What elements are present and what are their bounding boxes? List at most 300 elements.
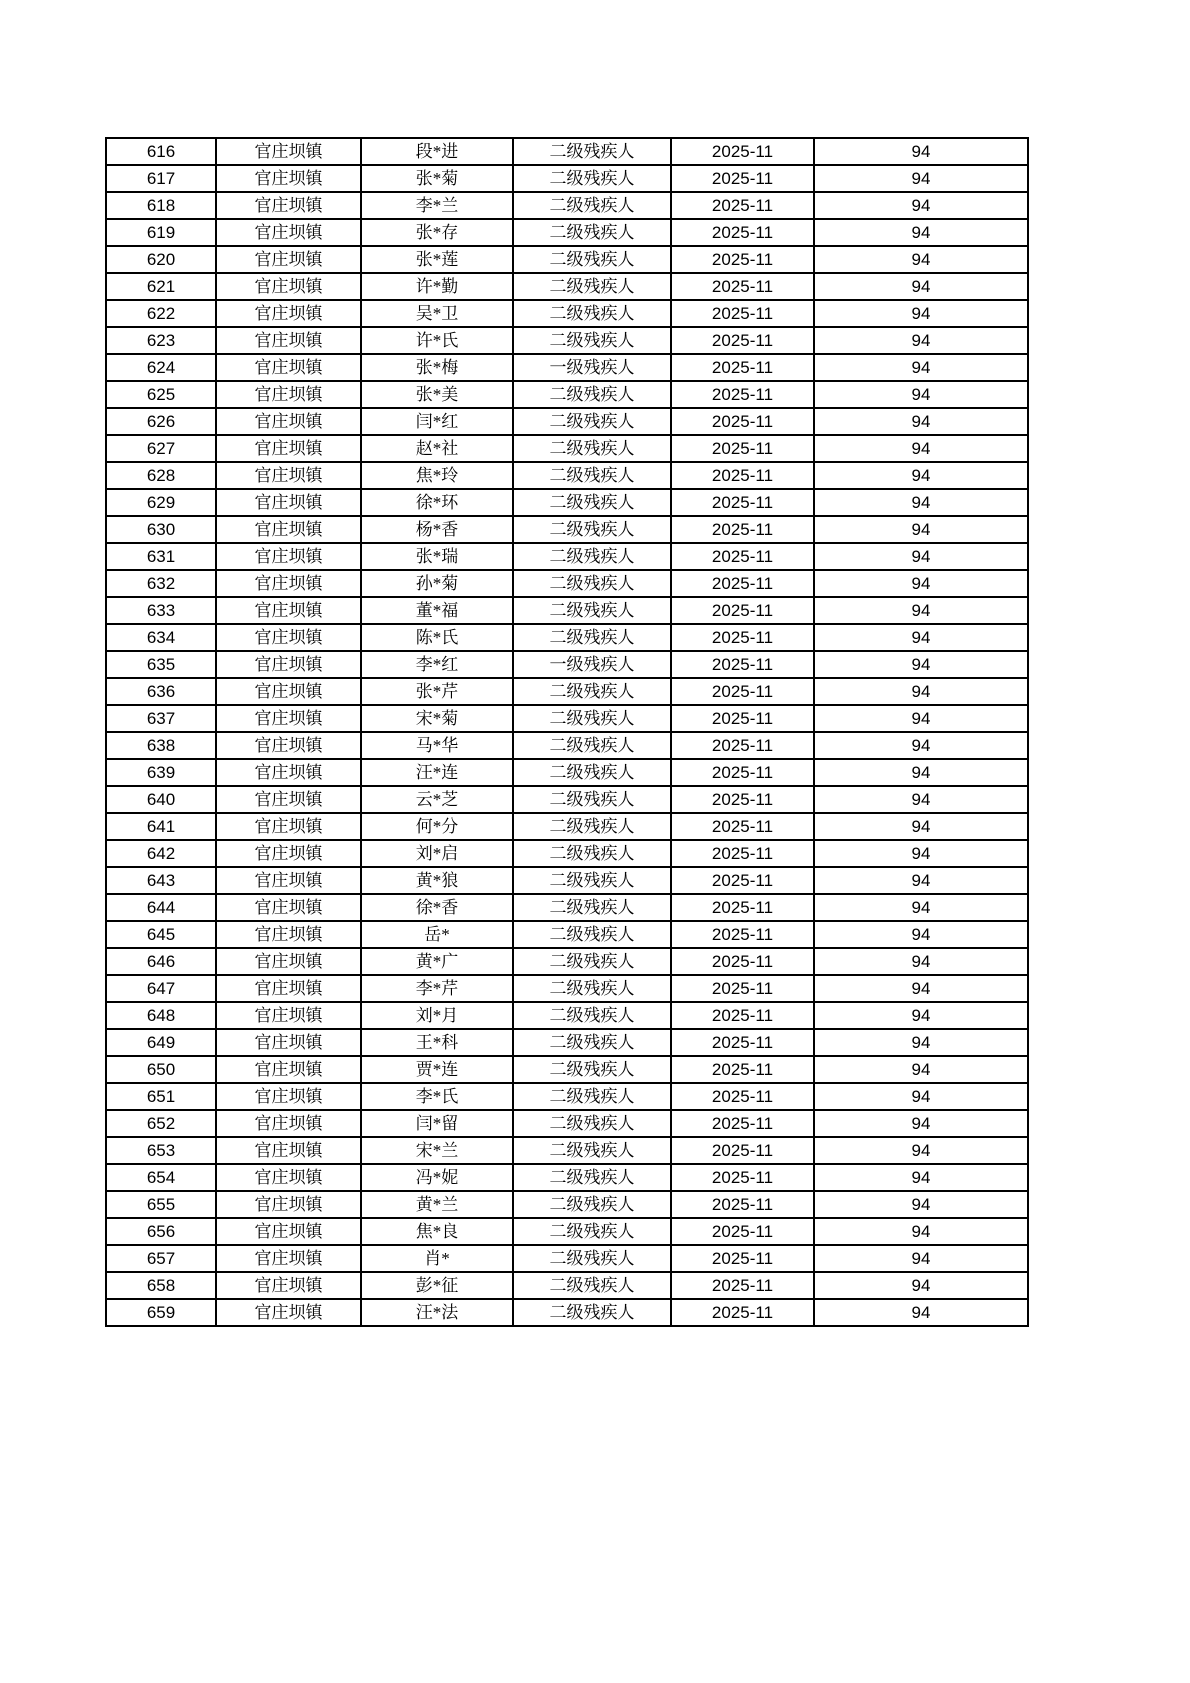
category-cell: 二级残疾人 — [513, 678, 671, 705]
category-cell: 二级残疾人 — [513, 138, 671, 165]
month-cell: 2025-11 — [671, 543, 814, 570]
month-cell: 2025-11 — [671, 273, 814, 300]
category-cell: 二级残疾人 — [513, 624, 671, 651]
table-row — [106, 597, 1028, 624]
seq-cell: 641 — [106, 813, 216, 840]
month-cell: 2025-11 — [671, 867, 814, 894]
town-cell: 官庄坝镇 — [216, 246, 361, 273]
seq-cell: 628 — [106, 462, 216, 489]
town-cell: 官庄坝镇 — [216, 840, 361, 867]
month-cell: 2025-11 — [671, 219, 814, 246]
category-cell: 二级残疾人 — [513, 516, 671, 543]
amount-cell: 94 — [814, 759, 1028, 786]
seq-cell: 623 — [106, 327, 216, 354]
table-row — [106, 921, 1028, 948]
amount-cell: 94 — [814, 489, 1028, 516]
category-cell: 二级残疾人 — [513, 327, 671, 354]
category-cell: 二级残疾人 — [513, 1191, 671, 1218]
town-cell: 官庄坝镇 — [216, 651, 361, 678]
table-row — [106, 165, 1028, 192]
seq-cell: 631 — [106, 543, 216, 570]
month-cell: 2025-11 — [671, 840, 814, 867]
table-row — [106, 408, 1028, 435]
category-cell: 二级残疾人 — [513, 1218, 671, 1245]
name-cell: 张*美 — [361, 381, 513, 408]
table-row — [106, 516, 1028, 543]
town-cell: 官庄坝镇 — [216, 516, 361, 543]
town-cell: 官庄坝镇 — [216, 1083, 361, 1110]
name-cell: 黄*广 — [361, 948, 513, 975]
name-cell: 李*氏 — [361, 1083, 513, 1110]
amount-cell: 94 — [814, 1299, 1028, 1326]
name-cell: 宋*菊 — [361, 705, 513, 732]
seq-cell: 647 — [106, 975, 216, 1002]
month-cell: 2025-11 — [671, 705, 814, 732]
name-cell: 云*芝 — [361, 786, 513, 813]
month-cell: 2025-11 — [671, 381, 814, 408]
name-cell: 李*红 — [361, 651, 513, 678]
category-cell: 二级残疾人 — [513, 1110, 671, 1137]
amount-cell: 94 — [814, 732, 1028, 759]
seq-cell: 626 — [106, 408, 216, 435]
amount-cell: 94 — [814, 948, 1028, 975]
name-cell: 贾*连 — [361, 1056, 513, 1083]
town-cell: 官庄坝镇 — [216, 327, 361, 354]
category-cell: 二级残疾人 — [513, 1002, 671, 1029]
table-row — [106, 138, 1028, 165]
name-cell: 何*分 — [361, 813, 513, 840]
town-cell: 官庄坝镇 — [216, 1245, 361, 1272]
table-row — [106, 813, 1028, 840]
month-cell: 2025-11 — [671, 1299, 814, 1326]
seq-cell: 630 — [106, 516, 216, 543]
month-cell: 2025-11 — [671, 1218, 814, 1245]
table-row — [106, 381, 1028, 408]
month-cell: 2025-11 — [671, 435, 814, 462]
amount-cell: 94 — [814, 462, 1028, 489]
seq-cell: 632 — [106, 570, 216, 597]
table-row — [106, 651, 1028, 678]
town-cell: 官庄坝镇 — [216, 786, 361, 813]
name-cell: 徐*环 — [361, 489, 513, 516]
seq-cell: 616 — [106, 138, 216, 165]
seq-cell: 650 — [106, 1056, 216, 1083]
category-cell: 二级残疾人 — [513, 867, 671, 894]
name-cell: 汪*连 — [361, 759, 513, 786]
month-cell: 2025-11 — [671, 300, 814, 327]
name-cell: 张*瑞 — [361, 543, 513, 570]
category-cell: 二级残疾人 — [513, 1299, 671, 1326]
category-cell: 二级残疾人 — [513, 1164, 671, 1191]
town-cell: 官庄坝镇 — [216, 1272, 361, 1299]
name-cell: 肖* — [361, 1245, 513, 1272]
seq-cell: 656 — [106, 1218, 216, 1245]
seq-cell: 653 — [106, 1137, 216, 1164]
category-cell: 二级残疾人 — [513, 1272, 671, 1299]
amount-cell: 94 — [814, 1137, 1028, 1164]
month-cell: 2025-11 — [671, 786, 814, 813]
town-cell: 官庄坝镇 — [216, 1056, 361, 1083]
amount-cell: 94 — [814, 138, 1028, 165]
town-cell: 官庄坝镇 — [216, 1137, 361, 1164]
category-cell: 二级残疾人 — [513, 1083, 671, 1110]
town-cell: 官庄坝镇 — [216, 1029, 361, 1056]
month-cell: 2025-11 — [671, 624, 814, 651]
name-cell: 张*芹 — [361, 678, 513, 705]
seq-cell: 659 — [106, 1299, 216, 1326]
month-cell: 2025-11 — [671, 165, 814, 192]
amount-cell: 94 — [814, 867, 1028, 894]
amount-cell: 94 — [814, 1218, 1028, 1245]
table-row — [106, 462, 1028, 489]
month-cell: 2025-11 — [671, 1164, 814, 1191]
amount-cell: 94 — [814, 570, 1028, 597]
name-cell: 董*福 — [361, 597, 513, 624]
category-cell: 二级残疾人 — [513, 1137, 671, 1164]
category-cell: 二级残疾人 — [513, 273, 671, 300]
month-cell: 2025-11 — [671, 894, 814, 921]
month-cell: 2025-11 — [671, 354, 814, 381]
month-cell: 2025-11 — [671, 516, 814, 543]
amount-cell: 94 — [814, 651, 1028, 678]
amount-cell: 94 — [814, 381, 1028, 408]
category-cell: 一级残疾人 — [513, 651, 671, 678]
amount-cell: 94 — [814, 516, 1028, 543]
seq-cell: 633 — [106, 597, 216, 624]
table-row — [106, 327, 1028, 354]
name-cell: 汪*法 — [361, 1299, 513, 1326]
table-row — [106, 624, 1028, 651]
amount-cell: 94 — [814, 1083, 1028, 1110]
benefit-table — [105, 137, 1029, 1327]
amount-cell: 94 — [814, 813, 1028, 840]
seq-cell: 651 — [106, 1083, 216, 1110]
category-cell: 二级残疾人 — [513, 1029, 671, 1056]
town-cell: 官庄坝镇 — [216, 1110, 361, 1137]
name-cell: 刘*月 — [361, 1002, 513, 1029]
month-cell: 2025-11 — [671, 813, 814, 840]
category-cell: 二级残疾人 — [513, 786, 671, 813]
month-cell: 2025-11 — [671, 1002, 814, 1029]
amount-cell: 94 — [814, 300, 1028, 327]
town-cell: 官庄坝镇 — [216, 894, 361, 921]
amount-cell: 94 — [814, 1110, 1028, 1137]
month-cell: 2025-11 — [671, 1191, 814, 1218]
table-row — [106, 1083, 1028, 1110]
table-row — [106, 1164, 1028, 1191]
amount-cell: 94 — [814, 921, 1028, 948]
table-row — [106, 840, 1028, 867]
amount-cell: 94 — [814, 597, 1028, 624]
table-row — [106, 1029, 1028, 1056]
category-cell: 二级残疾人 — [513, 435, 671, 462]
category-cell: 二级残疾人 — [513, 300, 671, 327]
town-cell: 官庄坝镇 — [216, 165, 361, 192]
month-cell: 2025-11 — [671, 975, 814, 1002]
name-cell: 闫*留 — [361, 1110, 513, 1137]
table-row — [106, 192, 1028, 219]
name-cell: 焦*玲 — [361, 462, 513, 489]
seq-cell: 643 — [106, 867, 216, 894]
town-cell: 官庄坝镇 — [216, 273, 361, 300]
name-cell: 黄*狼 — [361, 867, 513, 894]
table-row — [106, 543, 1028, 570]
category-cell: 二级残疾人 — [513, 192, 671, 219]
month-cell: 2025-11 — [671, 327, 814, 354]
town-cell: 官庄坝镇 — [216, 138, 361, 165]
name-cell: 吴*卫 — [361, 300, 513, 327]
month-cell: 2025-11 — [671, 732, 814, 759]
name-cell: 许*氏 — [361, 327, 513, 354]
table-row — [106, 300, 1028, 327]
seq-cell: 638 — [106, 732, 216, 759]
table-row — [106, 1137, 1028, 1164]
town-cell: 官庄坝镇 — [216, 624, 361, 651]
seq-cell: 640 — [106, 786, 216, 813]
month-cell: 2025-11 — [671, 570, 814, 597]
table-row — [106, 1272, 1028, 1299]
amount-cell: 94 — [814, 705, 1028, 732]
seq-cell: 655 — [106, 1191, 216, 1218]
amount-cell: 94 — [814, 165, 1028, 192]
amount-cell: 94 — [814, 1191, 1028, 1218]
category-cell: 二级残疾人 — [513, 489, 671, 516]
amount-cell: 94 — [814, 1272, 1028, 1299]
seq-cell: 629 — [106, 489, 216, 516]
name-cell: 张*梅 — [361, 354, 513, 381]
seq-cell: 627 — [106, 435, 216, 462]
seq-cell: 625 — [106, 381, 216, 408]
seq-cell: 636 — [106, 678, 216, 705]
amount-cell: 94 — [814, 192, 1028, 219]
seq-cell: 617 — [106, 165, 216, 192]
amount-cell: 94 — [814, 678, 1028, 705]
seq-cell: 652 — [106, 1110, 216, 1137]
category-cell: 二级残疾人 — [513, 921, 671, 948]
name-cell: 王*科 — [361, 1029, 513, 1056]
category-cell: 二级残疾人 — [513, 543, 671, 570]
month-cell: 2025-11 — [671, 678, 814, 705]
benefit-table-body — [106, 138, 1028, 1326]
amount-cell: 94 — [814, 1164, 1028, 1191]
amount-cell: 94 — [814, 786, 1028, 813]
name-cell: 李*兰 — [361, 192, 513, 219]
name-cell: 杨*香 — [361, 516, 513, 543]
month-cell: 2025-11 — [671, 489, 814, 516]
category-cell: 二级残疾人 — [513, 246, 671, 273]
town-cell: 官庄坝镇 — [216, 570, 361, 597]
month-cell: 2025-11 — [671, 192, 814, 219]
table-row — [106, 1110, 1028, 1137]
amount-cell: 94 — [814, 435, 1028, 462]
seq-cell: 639 — [106, 759, 216, 786]
amount-cell: 94 — [814, 354, 1028, 381]
amount-cell: 94 — [814, 246, 1028, 273]
table-row — [106, 354, 1028, 381]
town-cell: 官庄坝镇 — [216, 597, 361, 624]
table-row — [106, 975, 1028, 1002]
name-cell: 马*华 — [361, 732, 513, 759]
table-row — [106, 759, 1028, 786]
town-cell: 官庄坝镇 — [216, 408, 361, 435]
name-cell: 宋*兰 — [361, 1137, 513, 1164]
month-cell: 2025-11 — [671, 1083, 814, 1110]
amount-cell: 94 — [814, 975, 1028, 1002]
amount-cell: 94 — [814, 543, 1028, 570]
town-cell: 官庄坝镇 — [216, 975, 361, 1002]
town-cell: 官庄坝镇 — [216, 705, 361, 732]
seq-cell: 622 — [106, 300, 216, 327]
seq-cell: 637 — [106, 705, 216, 732]
amount-cell: 94 — [814, 1245, 1028, 1272]
name-cell: 张*莲 — [361, 246, 513, 273]
table-row — [106, 867, 1028, 894]
town-cell: 官庄坝镇 — [216, 435, 361, 462]
seq-cell: 646 — [106, 948, 216, 975]
table-row — [106, 1245, 1028, 1272]
table-row — [106, 435, 1028, 462]
category-cell: 二级残疾人 — [513, 759, 671, 786]
seq-cell: 620 — [106, 246, 216, 273]
seq-cell: 658 — [106, 1272, 216, 1299]
category-cell: 二级残疾人 — [513, 732, 671, 759]
category-cell: 二级残疾人 — [513, 705, 671, 732]
category-cell: 二级残疾人 — [513, 408, 671, 435]
amount-cell: 94 — [814, 273, 1028, 300]
table-row — [106, 570, 1028, 597]
town-cell: 官庄坝镇 — [216, 300, 361, 327]
amount-cell: 94 — [814, 1029, 1028, 1056]
table-row — [106, 894, 1028, 921]
town-cell: 官庄坝镇 — [216, 219, 361, 246]
seq-cell: 654 — [106, 1164, 216, 1191]
table-row — [106, 948, 1028, 975]
month-cell: 2025-11 — [671, 1029, 814, 1056]
town-cell: 官庄坝镇 — [216, 813, 361, 840]
town-cell: 官庄坝镇 — [216, 543, 361, 570]
name-cell: 闫*红 — [361, 408, 513, 435]
month-cell: 2025-11 — [671, 1137, 814, 1164]
name-cell: 张*存 — [361, 219, 513, 246]
table-row — [106, 1191, 1028, 1218]
name-cell: 刘*启 — [361, 840, 513, 867]
amount-cell: 94 — [814, 408, 1028, 435]
amount-cell: 94 — [814, 894, 1028, 921]
seq-cell: 634 — [106, 624, 216, 651]
table-row — [106, 1218, 1028, 1245]
month-cell: 2025-11 — [671, 246, 814, 273]
name-cell: 冯*妮 — [361, 1164, 513, 1191]
seq-cell: 648 — [106, 1002, 216, 1029]
table-row — [106, 1002, 1028, 1029]
town-cell: 官庄坝镇 — [216, 462, 361, 489]
seq-cell: 645 — [106, 921, 216, 948]
month-cell: 2025-11 — [671, 462, 814, 489]
table-row — [106, 246, 1028, 273]
amount-cell: 94 — [814, 624, 1028, 651]
amount-cell: 94 — [814, 327, 1028, 354]
town-cell: 官庄坝镇 — [216, 192, 361, 219]
town-cell: 官庄坝镇 — [216, 921, 361, 948]
name-cell: 许*勤 — [361, 273, 513, 300]
category-cell: 二级残疾人 — [513, 381, 671, 408]
seq-cell: 644 — [106, 894, 216, 921]
table-row — [106, 489, 1028, 516]
seq-cell: 657 — [106, 1245, 216, 1272]
seq-cell: 621 — [106, 273, 216, 300]
town-cell: 官庄坝镇 — [216, 867, 361, 894]
month-cell: 2025-11 — [671, 921, 814, 948]
table-row — [106, 219, 1028, 246]
seq-cell: 642 — [106, 840, 216, 867]
category-cell: 二级残疾人 — [513, 597, 671, 624]
town-cell: 官庄坝镇 — [216, 1164, 361, 1191]
month-cell: 2025-11 — [671, 408, 814, 435]
name-cell: 彭*征 — [361, 1272, 513, 1299]
category-cell: 二级残疾人 — [513, 1056, 671, 1083]
table-row — [106, 786, 1028, 813]
town-cell: 官庄坝镇 — [216, 678, 361, 705]
town-cell: 官庄坝镇 — [216, 1191, 361, 1218]
month-cell: 2025-11 — [671, 759, 814, 786]
name-cell: 赵*社 — [361, 435, 513, 462]
town-cell: 官庄坝镇 — [216, 1299, 361, 1326]
table-row — [106, 273, 1028, 300]
table-row — [106, 1299, 1028, 1326]
category-cell: 二级残疾人 — [513, 894, 671, 921]
town-cell: 官庄坝镇 — [216, 732, 361, 759]
town-cell: 官庄坝镇 — [216, 489, 361, 516]
amount-cell: 94 — [814, 840, 1028, 867]
category-cell: 二级残疾人 — [513, 219, 671, 246]
name-cell: 李*芹 — [361, 975, 513, 1002]
name-cell: 陈*氏 — [361, 624, 513, 651]
amount-cell: 94 — [814, 1002, 1028, 1029]
seq-cell: 635 — [106, 651, 216, 678]
town-cell: 官庄坝镇 — [216, 1002, 361, 1029]
town-cell: 官庄坝镇 — [216, 381, 361, 408]
seq-cell: 619 — [106, 219, 216, 246]
name-cell: 段*进 — [361, 138, 513, 165]
town-cell: 官庄坝镇 — [216, 354, 361, 381]
name-cell: 徐*香 — [361, 894, 513, 921]
name-cell: 张*菊 — [361, 165, 513, 192]
month-cell: 2025-11 — [671, 1245, 814, 1272]
category-cell: 二级残疾人 — [513, 840, 671, 867]
name-cell: 黄*兰 — [361, 1191, 513, 1218]
amount-cell: 94 — [814, 1056, 1028, 1083]
amount-cell: 94 — [814, 219, 1028, 246]
category-cell: 二级残疾人 — [513, 813, 671, 840]
table-row — [106, 678, 1028, 705]
month-cell: 2025-11 — [671, 651, 814, 678]
table-row — [106, 732, 1028, 759]
month-cell: 2025-11 — [671, 1056, 814, 1083]
category-cell: 二级残疾人 — [513, 570, 671, 597]
table-row — [106, 705, 1028, 732]
category-cell: 二级残疾人 — [513, 165, 671, 192]
month-cell: 2025-11 — [671, 1110, 814, 1137]
category-cell: 二级残疾人 — [513, 975, 671, 1002]
month-cell: 2025-11 — [671, 597, 814, 624]
category-cell: 二级残疾人 — [513, 1245, 671, 1272]
month-cell: 2025-11 — [671, 1272, 814, 1299]
month-cell: 2025-11 — [671, 948, 814, 975]
town-cell: 官庄坝镇 — [216, 759, 361, 786]
seq-cell: 649 — [106, 1029, 216, 1056]
town-cell: 官庄坝镇 — [216, 1218, 361, 1245]
name-cell: 岳* — [361, 921, 513, 948]
